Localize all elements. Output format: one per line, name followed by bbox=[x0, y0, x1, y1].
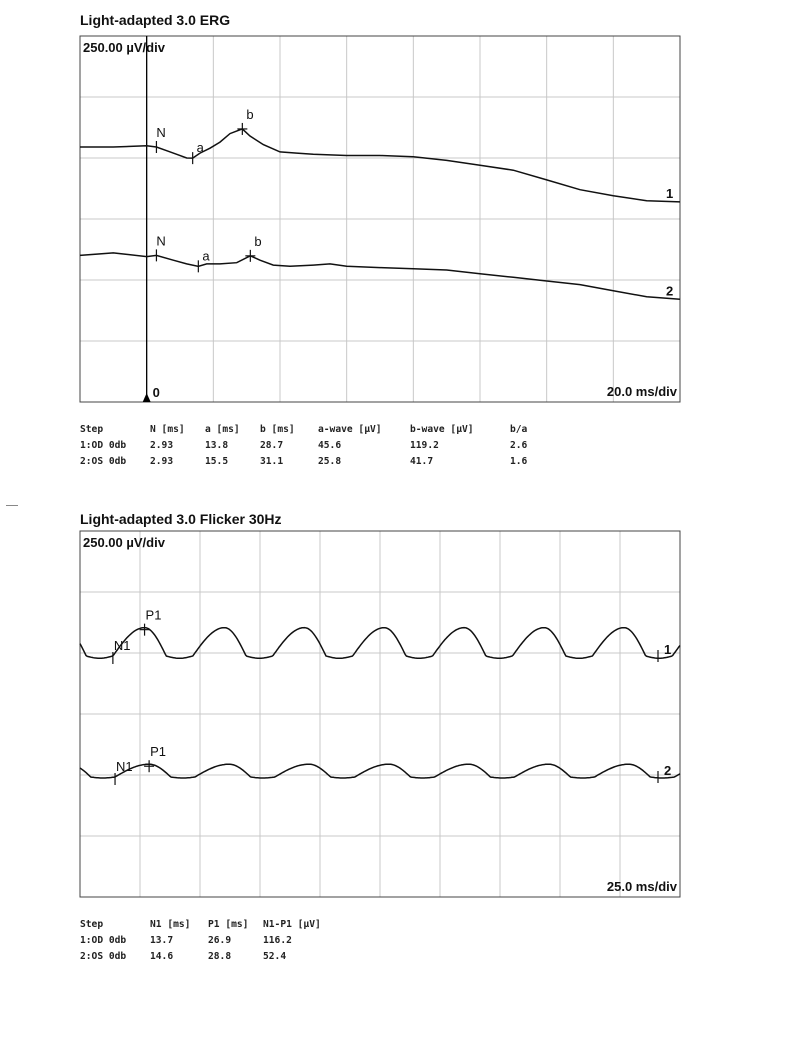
flicker-table-cell: 26.9 bbox=[208, 935, 232, 946]
erg-table-header-cell: N [ms] bbox=[150, 424, 185, 435]
erg-time-zero-label: 0 bbox=[152, 385, 160, 400]
flicker-marker-label-N1: N1 bbox=[113, 638, 131, 653]
erg-table-header-cell: b/a bbox=[510, 424, 528, 435]
erg-table-cell: 45.6 bbox=[318, 440, 342, 451]
erg-table-cell: 2.6 bbox=[510, 440, 528, 451]
erg-table-cell: 2.93 bbox=[150, 456, 174, 467]
erg-table-cell: 119.2 bbox=[410, 440, 439, 451]
erg-stimulus-marker bbox=[143, 393, 151, 402]
flicker-table-header-cell: Step bbox=[80, 919, 104, 930]
flicker-chart bbox=[80, 531, 680, 897]
flicker-trace-label-2: 2 bbox=[664, 763, 672, 778]
erg-y-scale-label: 250.00 µV/div bbox=[83, 40, 165, 55]
flicker-table-cell: 13.7 bbox=[150, 935, 174, 946]
erg-marker-label-b: b bbox=[254, 233, 262, 249]
erg-table-header-cell: b-wave [µV] bbox=[410, 424, 474, 435]
erg-marker-label-a: a bbox=[196, 140, 204, 156]
erg-table-header-cell: b [ms] bbox=[260, 424, 295, 435]
erg-marker-label-N: N bbox=[156, 233, 166, 249]
erg-trace-2 bbox=[80, 253, 680, 299]
erg-chart-title: Light-adapted 3.0 ERG bbox=[80, 12, 231, 28]
erg-trace-1 bbox=[80, 129, 680, 202]
erg-table-cell: 13.8 bbox=[205, 440, 229, 451]
flicker-marker-label-N1: N1 bbox=[116, 759, 133, 774]
erg-table-cell: 28.7 bbox=[260, 440, 284, 451]
flicker-table-cell: 52.4 bbox=[263, 951, 287, 962]
flicker-x-scale-label: 25.0 ms/div bbox=[606, 879, 677, 894]
erg-table-cell: 15.5 bbox=[205, 456, 229, 467]
flicker-table-cell: 1:OD 0db bbox=[80, 935, 127, 946]
erg-table-header-cell: a-wave [µV] bbox=[318, 424, 382, 435]
flicker-table-header-cell: P1 [ms] bbox=[208, 919, 249, 930]
flicker-table-cell: 28.8 bbox=[208, 951, 232, 962]
flicker-chart-title: Light-adapted 3.0 Flicker 30Hz bbox=[80, 511, 282, 527]
erg-table-cell: 2.93 bbox=[150, 440, 174, 451]
erg-table-cell: 1:OD 0db bbox=[80, 440, 127, 451]
flicker-y-scale-label: 250.00 µV/div bbox=[83, 535, 165, 550]
flicker-table-cell: 2:OS 0db bbox=[80, 951, 127, 962]
erg-table-cell: 2:OS 0db bbox=[80, 456, 127, 467]
erg-table-header-cell: a [ms] bbox=[205, 424, 240, 435]
erg-table-header-cell: Step bbox=[80, 424, 104, 435]
erg-marker-label-b: b bbox=[246, 106, 254, 122]
erg-trace-label-2: 2 bbox=[666, 283, 674, 299]
erg-chart bbox=[80, 36, 680, 402]
erg-table-cell: 31.1 bbox=[260, 456, 284, 467]
flicker-marker-label-P1: P1 bbox=[150, 744, 167, 760]
page-divider bbox=[6, 505, 18, 506]
erg-marker-label-N: N bbox=[156, 125, 166, 140]
erg-marker-label-a: a bbox=[202, 248, 210, 264]
erg-table-cell: 25.8 bbox=[318, 456, 342, 467]
flicker-table-header-cell: N1 [ms] bbox=[150, 919, 191, 930]
flicker-marker-label-P1: P1 bbox=[145, 607, 162, 623]
flicker-trace-label-1: 1 bbox=[664, 642, 672, 657]
erg-table-cell: 41.7 bbox=[410, 456, 434, 467]
flicker-table-cell: 116.2 bbox=[263, 935, 292, 946]
erg-x-scale-label: 20.0 ms/div bbox=[606, 384, 677, 399]
erg-table-cell: 1.6 bbox=[510, 456, 528, 467]
flicker-table-header-cell: N1-P1 [µV] bbox=[263, 919, 321, 930]
erg-trace-label-1: 1 bbox=[666, 185, 674, 201]
flicker-table-cell: 14.6 bbox=[150, 951, 174, 962]
